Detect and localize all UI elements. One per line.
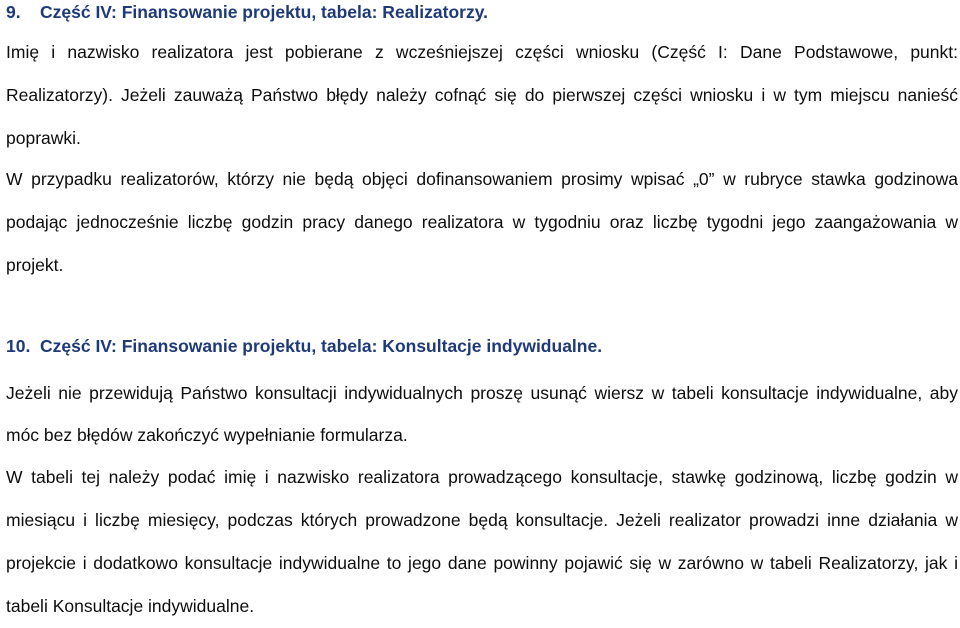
section-10-heading	[6, 336, 602, 357]
section-10-number: 10.	[6, 336, 31, 356]
section-10-title: Część IV: Finansowanie projektu, tabela: Konsultacje indywidualne.	[40, 336, 603, 356]
section-10-paragraph-1: Jeżeli nie przewidują Państwo konsultacji indywidualnych proszę usunąć wiersz w tabeli konsultacje indywidualne, aby móc bez błędów zakończyć wypełnianie formularza.	[6, 383, 958, 445]
section-9-heading	[6, 2, 488, 23]
section-9-title: Część IV: Finansowanie projektu, tabela: Realizatorzy.	[40, 2, 488, 22]
section-10-paragraph-2: W tabeli tej należy podać imię i nazwisko realizatora prowadzącego konsultacje, stawkę godzinową, liczbę godzin w miesiącu i liczbę miesięcy, podczas których prowadzone będą konsultacje. Jeżeli realizator prowadzi inne działania w projekcie i dodatkowo konsultacje indywidualne to jego dane powinny pojawić się w zarówno w tabeli Realizatorzy, jak i tabeli Konsultacje indywidualne.	[6, 467, 958, 616]
section-9-number: 9.	[6, 2, 21, 22]
section-9-paragraph-2: W przypadku realizatorów, którzy nie będą objęci dofinansowaniem prosimy wpisać „0” w rubryce stawka godzinowa podając jednocześnie liczbę godzin pracy danego realizatora w tygodniu oraz liczbę tygodni jego zaangażowania w projekt.	[6, 169, 958, 275]
section-9-paragraph-1: Imię i nazwisko realizatora jest pobierane z wcześniejszej części wniosku (Część I: Dane Podstawowe, punkt: Realizatorzy). Jeżeli zauważą Państwo błędy należy cofnąć się do pierwszej części wniosku i w tym miejscu nanieść poprawki.	[6, 42, 958, 148]
